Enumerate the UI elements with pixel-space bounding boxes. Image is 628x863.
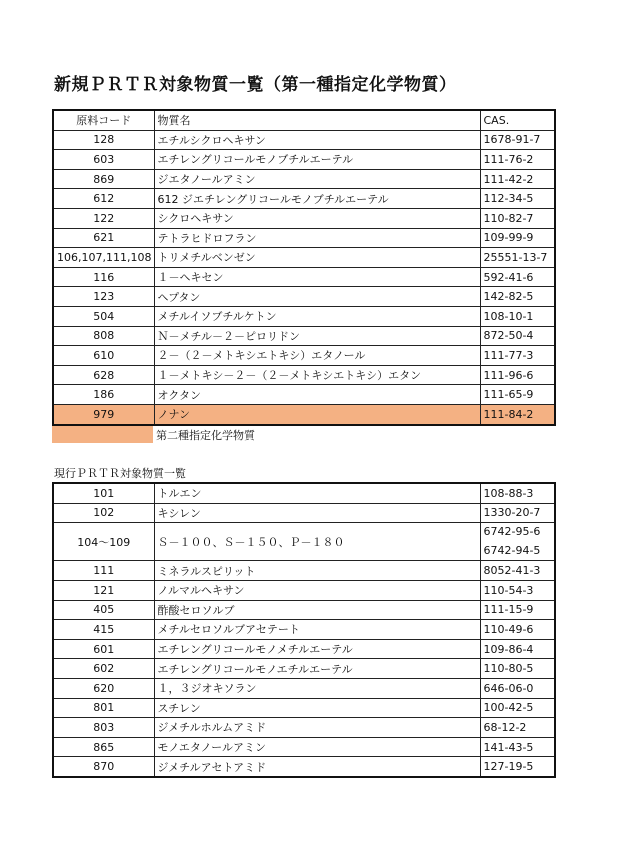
cas-value: 6742-94-5 bbox=[483, 543, 541, 557]
cell-substance-name: Ｎ－メチル－２－ピロリドン bbox=[154, 326, 480, 346]
cell-material-code: 808 bbox=[53, 326, 154, 346]
cell-substance-name: エチルシクロヘキサン bbox=[154, 130, 480, 150]
cell-cas bbox=[480, 523, 555, 561]
legend-label: 第二種指定化学物質 bbox=[156, 428, 255, 442]
cell-material-code: 801 bbox=[53, 698, 154, 718]
cell-substance-name: オクタン bbox=[154, 385, 480, 405]
table-row bbox=[53, 639, 555, 659]
cell-substance-name: ２－（２－メトキシエトキシ）エタノール bbox=[154, 346, 480, 366]
cell-cas: 142-82-5 bbox=[480, 287, 555, 307]
cell-material-code: 870 bbox=[53, 757, 154, 777]
cell-substance-name: エチレングリコールモノメチルエーテル bbox=[154, 639, 480, 659]
cell-material-code: 122 bbox=[53, 208, 154, 228]
cell-substance-name: ミネラルスピリット bbox=[154, 561, 480, 581]
cell-material-code: 116 bbox=[53, 267, 154, 287]
header-substance-name: 物質名 bbox=[154, 110, 480, 130]
cell-cas: 592-41-6 bbox=[480, 267, 555, 287]
table-row bbox=[53, 678, 555, 698]
cell-substance-name: ヘプタン bbox=[154, 287, 480, 307]
cell-substance-name: トリメチルベンゼン bbox=[154, 248, 480, 268]
table-row bbox=[53, 248, 555, 268]
cell-substance-name: スチレン bbox=[154, 698, 480, 718]
cell-material-code: 620 bbox=[53, 678, 154, 698]
cell-substance-name: トルエン bbox=[154, 483, 480, 503]
table-row bbox=[53, 737, 555, 757]
cell-cas: 110-49-6 bbox=[480, 620, 555, 640]
cell-substance-name: エチレングリコールモノエチルエーテル bbox=[154, 659, 480, 679]
cell-substance-name: ジメチルアセトアミド bbox=[154, 757, 480, 777]
cell-substance-name: ジエタノールアミン bbox=[154, 169, 480, 189]
cell-material-code: 405 bbox=[53, 600, 154, 620]
cell-substance-name: テトラヒドロフラン bbox=[154, 228, 480, 248]
table-header-row bbox=[53, 110, 555, 130]
cell-substance-name: 612 ジエチレングリコールモノブチルエーテル bbox=[154, 189, 480, 209]
cell-material-code: 602 bbox=[53, 659, 154, 679]
table-row bbox=[53, 208, 555, 228]
cell-material-code: 612 bbox=[53, 189, 154, 209]
cell-material-code: 104～109 bbox=[53, 523, 154, 561]
table-row bbox=[53, 150, 555, 170]
cell-substance-name: Ｓ－１００、Ｓ－１５０、Ｐ－１８０ bbox=[154, 523, 480, 561]
table-row bbox=[53, 189, 555, 209]
cell-cas: 112-34-5 bbox=[480, 189, 555, 209]
cell-substance-name: ノナン bbox=[154, 404, 480, 424]
cell-cas: 100-42-5 bbox=[480, 698, 555, 718]
cell-material-code: 415 bbox=[53, 620, 154, 640]
cell-cas: 109-86-4 bbox=[480, 639, 555, 659]
table-row bbox=[53, 365, 555, 385]
table-row bbox=[53, 385, 555, 405]
table-row bbox=[53, 169, 555, 189]
cell-substance-name: １，３ジオキソラン bbox=[154, 678, 480, 698]
cell-substance-name: １－ヘキセン bbox=[154, 267, 480, 287]
cell-substance-name: キシレン bbox=[154, 503, 480, 523]
cell-cas: 646-06-0 bbox=[480, 678, 555, 698]
table-row bbox=[53, 267, 555, 287]
table-row bbox=[53, 130, 555, 150]
cell-substance-name: メチルイソブチルケトン bbox=[154, 306, 480, 326]
table-row bbox=[53, 561, 555, 581]
cell-substance-name: ノルマルヘキサン bbox=[154, 580, 480, 600]
cell-material-code: 621 bbox=[53, 228, 154, 248]
cell-cas: 111-42-2 bbox=[480, 169, 555, 189]
cell-substance-name: メチルセロソルブアセテート bbox=[154, 620, 480, 640]
table-row bbox=[53, 404, 555, 424]
cell-cas: 110-82-7 bbox=[480, 208, 555, 228]
table-row bbox=[53, 483, 555, 503]
cell-cas: 111-76-2 bbox=[480, 150, 555, 170]
cell-material-code: 610 bbox=[53, 346, 154, 366]
cell-substance-name: エチレングリコールモノブチルエーテル bbox=[154, 150, 480, 170]
cell-cas: 872-50-4 bbox=[480, 326, 555, 346]
cell-cas: 25551-13-7 bbox=[480, 248, 555, 268]
table-row bbox=[53, 306, 555, 326]
legend-swatch bbox=[52, 426, 153, 443]
cell-cas: 111-65-9 bbox=[480, 385, 555, 405]
cell-material-code: 865 bbox=[53, 737, 154, 757]
table-row bbox=[53, 620, 555, 640]
table-row bbox=[53, 346, 555, 366]
cell-cas: 68-12-2 bbox=[480, 718, 555, 738]
legend bbox=[52, 425, 472, 444]
cell-cas: 8052-41-3 bbox=[480, 561, 555, 581]
table-row bbox=[53, 228, 555, 248]
cell-cas: 111-77-3 bbox=[480, 346, 555, 366]
cell-cas: 109-99-9 bbox=[480, 228, 555, 248]
table-row bbox=[53, 326, 555, 346]
cell-material-code: 869 bbox=[53, 169, 154, 189]
section-subtitle: 現行ＰＲＴＲ対象物質一覧 bbox=[54, 467, 186, 480]
table-row bbox=[53, 698, 555, 718]
cell-material-code: 101 bbox=[53, 483, 154, 503]
cas-value: 6742-95-6 bbox=[483, 525, 541, 539]
table-row bbox=[53, 523, 555, 561]
table-row bbox=[53, 600, 555, 620]
cell-material-code: 102 bbox=[53, 503, 154, 523]
cell-material-code: 123 bbox=[53, 287, 154, 307]
cell-cas: 108-88-3 bbox=[480, 483, 555, 503]
cell-cas: 1330-20-7 bbox=[480, 503, 555, 523]
cell-cas: 110-54-3 bbox=[480, 580, 555, 600]
current-prtr-table bbox=[52, 482, 556, 778]
header-material-code: 原料コード bbox=[53, 110, 154, 130]
cell-substance-name: モノエタノールアミン bbox=[154, 737, 480, 757]
cell-cas: 141-43-5 bbox=[480, 737, 555, 757]
new-prtr-table bbox=[52, 109, 556, 426]
cell-material-code: 504 bbox=[53, 306, 154, 326]
cell-material-code: 603 bbox=[53, 150, 154, 170]
cell-substance-name: １－メトキシ－２－（２－メトキシエトキシ）エタン bbox=[154, 365, 480, 385]
cell-cas: 1678-91-7 bbox=[480, 130, 555, 150]
cell-cas: 127-19-5 bbox=[480, 757, 555, 777]
cell-material-code: 628 bbox=[53, 365, 154, 385]
table-row bbox=[53, 659, 555, 679]
cell-cas: 111-15-9 bbox=[480, 600, 555, 620]
cell-cas: 110-80-5 bbox=[480, 659, 555, 679]
cell-substance-name: 酢酸セロソルブ bbox=[154, 600, 480, 620]
cell-material-code: 128 bbox=[53, 130, 154, 150]
cell-material-code: 979 bbox=[53, 404, 154, 424]
table-row bbox=[53, 757, 555, 777]
header-cas: CAS. bbox=[480, 110, 555, 130]
cell-cas: 111-84-2 bbox=[480, 404, 555, 424]
table-row bbox=[53, 287, 555, 307]
page-title: 新規ＰＲＴＲ対象物質一覧（第一種指定化学物質） bbox=[54, 75, 457, 95]
table-row bbox=[53, 580, 555, 600]
cell-substance-name: シクロヘキサン bbox=[154, 208, 480, 228]
cell-substance-name: ジメチルホルムアミド bbox=[154, 718, 480, 738]
cell-material-code: 186 bbox=[53, 385, 154, 405]
cell-material-code: 106,107,111,108 bbox=[53, 248, 154, 268]
cell-cas: 111-96-6 bbox=[480, 365, 555, 385]
cell-material-code: 121 bbox=[53, 580, 154, 600]
table-row bbox=[53, 718, 555, 738]
cell-cas: 108-10-1 bbox=[480, 306, 555, 326]
cell-material-code: 601 bbox=[53, 639, 154, 659]
cell-material-code: 803 bbox=[53, 718, 154, 738]
cell-material-code: 111 bbox=[53, 561, 154, 581]
table-row bbox=[53, 503, 555, 523]
